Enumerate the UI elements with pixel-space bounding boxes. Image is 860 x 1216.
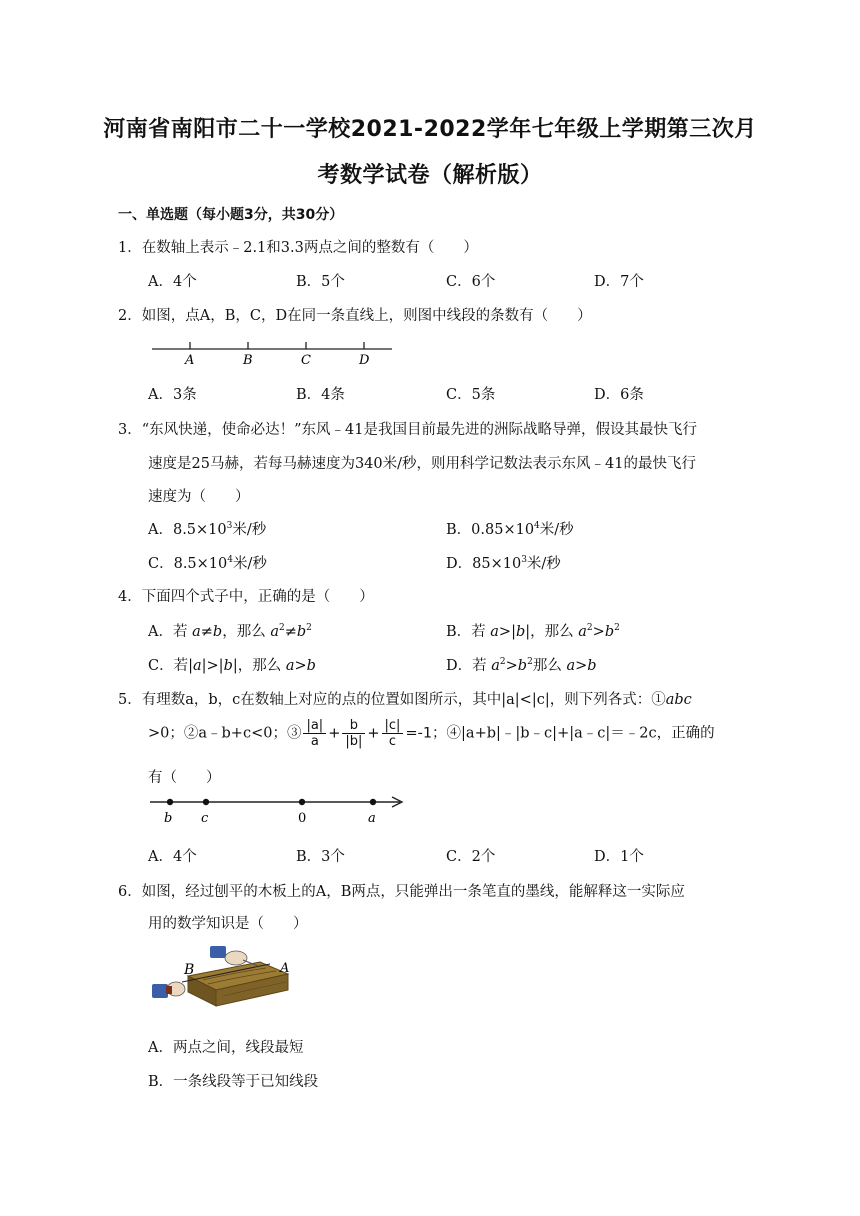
numberline-label-zero: 0 [298,811,307,826]
question-2-stem: 2．如图，点A，B，C，D在同一条直线上，则图中线段的条数有（ ） [118,308,592,324]
question-5-stem-line-1: 5．有理数a，b，c在数轴上对应的点的位置如图所示，其中|a|<|c|，则下列各式：①abc [118,692,692,708]
paper-title-line-2: 考数学试卷（解析版） [317,163,543,188]
question-6-stem-line-1: 6．如图，经过刨平的木板上的A，B两点，只能弹出一条笔直的墨线，能解释这一实际应 [118,884,685,900]
question-6-stem-line-2: 用的数学知识是（ ） [148,916,308,932]
paper-title-line-1: 河南省南阳市二十一学校2021-2022学年七年级上学期第三次月 [103,117,757,142]
q1-option-a: A．4个 [148,274,197,290]
q4-option-c: C．若|a|>|b|，那么 a>b [148,658,316,674]
q2-line-figure [148,338,398,370]
q4-option-a: A．若 a≠b，那么 $a^2\ne b^2$ [148,623,312,640]
question-5-stem-line-3: 有（ ） [148,770,221,786]
q5-number-line [148,792,410,826]
q3-option-a: A．$8.5\times 10^3$米/秒 [148,521,267,538]
point-a-label: A [185,353,195,368]
question-3-stem-line-2: 速度是25马赫，若每马赫速度为340米/秒，则用科学记数法表示东风﹣41的最快飞行 [148,456,696,472]
q2-option-a: A．3条 [148,387,197,403]
q4-option-b: B．若 a>|b|，那么 $a^2>b^2$ [446,623,620,640]
fraction-b-over-abs-b: $\frac{b}{|b|}$ [342,718,365,749]
q6-option-b: B．一条线段等于已知线段 [148,1074,319,1090]
q1-option-b: B．5个 [296,274,345,290]
q2-option-c: C．5条 [446,387,496,403]
fraction-abs-a-over-a: $\frac{|a|}{a}$ [303,718,326,749]
q6-option-a: A．两点之间，线段最短 [148,1040,304,1056]
fraction-abs-c-over-c: $\frac{|c|}{c}$ [382,718,404,749]
q1-option-d: D．7个 [594,274,644,290]
question-1-stem: 1．在数轴上表示﹣2.1和3.3两点之间的整数有（ ） [118,240,478,256]
question-4-stem: 4．下面四个式子中，正确的是（ ） [118,589,374,605]
q1-option-c: C．6个 [446,274,496,290]
q4-option-d: D．若 $a^2>b^2$那么 a>b [446,657,597,674]
q3-option-d: D．$85\times 10^3$米/秒 [446,555,561,572]
question-3-stem-line-3: 速度为（ ） [148,489,250,505]
q6-wood-board-figure [148,944,298,1014]
q5-option-b: B．3个 [296,849,345,865]
q5-option-c: C．2个 [446,849,496,865]
question-3-stem-line-1: 3．“东风快递，使命必达！”东风﹣41是我国目前最先进的洲际战略导弹，假设其最快飞行 [118,422,697,438]
q3-option-c: C．$8.5\times 10^4$米/秒 [148,555,267,572]
numberline-label-b: b [164,811,173,826]
numberline-label-c: c [201,811,209,826]
q5-option-a: A．4个 [148,849,197,865]
numberline-label-a: a [368,811,376,826]
q3-option-b: B．$0.85\times 10^4$米/秒 [446,521,574,538]
point-b-label: B [243,353,253,368]
figure-label-a: A [280,961,290,976]
q2-option-b: B．4条 [296,387,345,403]
point-c-label: C [301,353,311,368]
question-5-stem-line-2: >0；②a﹣b+c<0；③ $\frac{|a|}{a}$ + $\frac{b}{|b|}$ + $\frac{|c|}{c}$ =-1；④|a+b|﹣|b﹣c|+|a﹣c|＝﹣2c，正确的 [148,718,715,749]
figure-label-b: B [184,962,195,978]
point-d-label: D [359,353,370,368]
q5-option-d: D．1个 [594,849,644,865]
section-heading: 一、单选题（每小题3分，共30分） [118,207,344,223]
q2-option-d: D．6条 [594,387,644,403]
